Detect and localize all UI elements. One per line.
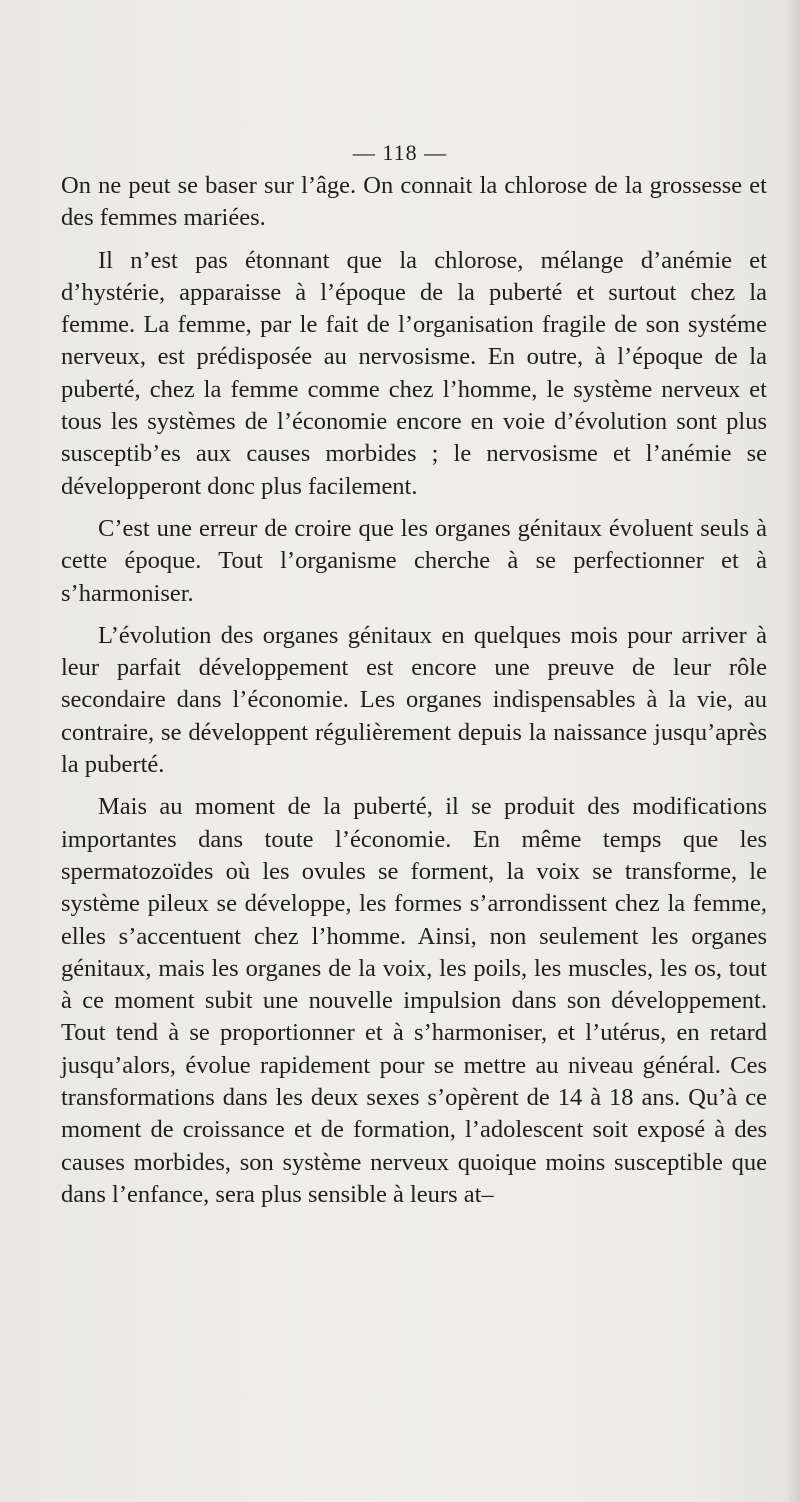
page-edge-shadow xyxy=(786,0,800,1502)
paragraph-1: On ne peut se baser sur l’âge. On connait la chlorose de la grossesse et des femmes mariées. xyxy=(61,172,767,232)
page-number: — 118 — xyxy=(352,140,448,165)
paragraph-2: Il n’est pas étonnant que la chlorose, mélange d’anémie et d’hystérie, apparaisse à l’époque de la puberté et surtout chez la femme. La femme, par le fait de l’organisation fragile de son systéme nerveux, est prédisposée au nervosisme. En outre, à l’époque de la puberté, chez la femme comme chez l’homme, le système nerveux et tous les systèmes de l’économie encore en voie d’évolution sont plus susceptib’es aux causes morbides ; le nervosisme et l’anémie se développeront donc plus facilement. xyxy=(61,246,767,500)
body-text xyxy=(61,170,767,1211)
paragraph-5: Mais au moment de la puberté, il se produit des modifications importantes dans toute l’économie. En même temps que les spermatozoïdes où les ovules se forment, la voix se transforme, le système pileux se développe, les formes s’arrondissent chez la femme, elles s’accentuent chez l’homme. Ainsi, non seulement les organes génitaux, mais les organes de la voix, les poils, les muscles, les os, tout à ce moment subit une nouvelle impulsion dans son développement. Tout tend à se proportionner et à s’harmoniser, et l’utérus, en retard jusqu’alors, évolue rapidement pour se mettre au niveau général. Ces transformations dans les deux sexes s’opèrent de 14 à 18 ans. Qu’à ce moment de croissance et de formation, l’adolescent soit exposé à des causes morbides, son système nerveux quoique moins susceptible que dans l’enfance, sera plus sensible à leurs at– xyxy=(61,793,767,1208)
paragraph-4: L’évolution des organes génitaux en quelques mois pour arriver à leur parfait développement est encore une preuve de leur rôle secondaire dans l’économie. Les organes indispensables à la vie, au contraire, se développent régulièrement depuis la naissance jusqu’après la puberté. xyxy=(61,621,767,779)
paragraph-3: C’est une erreur de croire que les organes génitaux évoluent seuls à cette époque. Tout l’organisme cherche à se perfectionner et à s’harmoniser. xyxy=(61,514,767,607)
